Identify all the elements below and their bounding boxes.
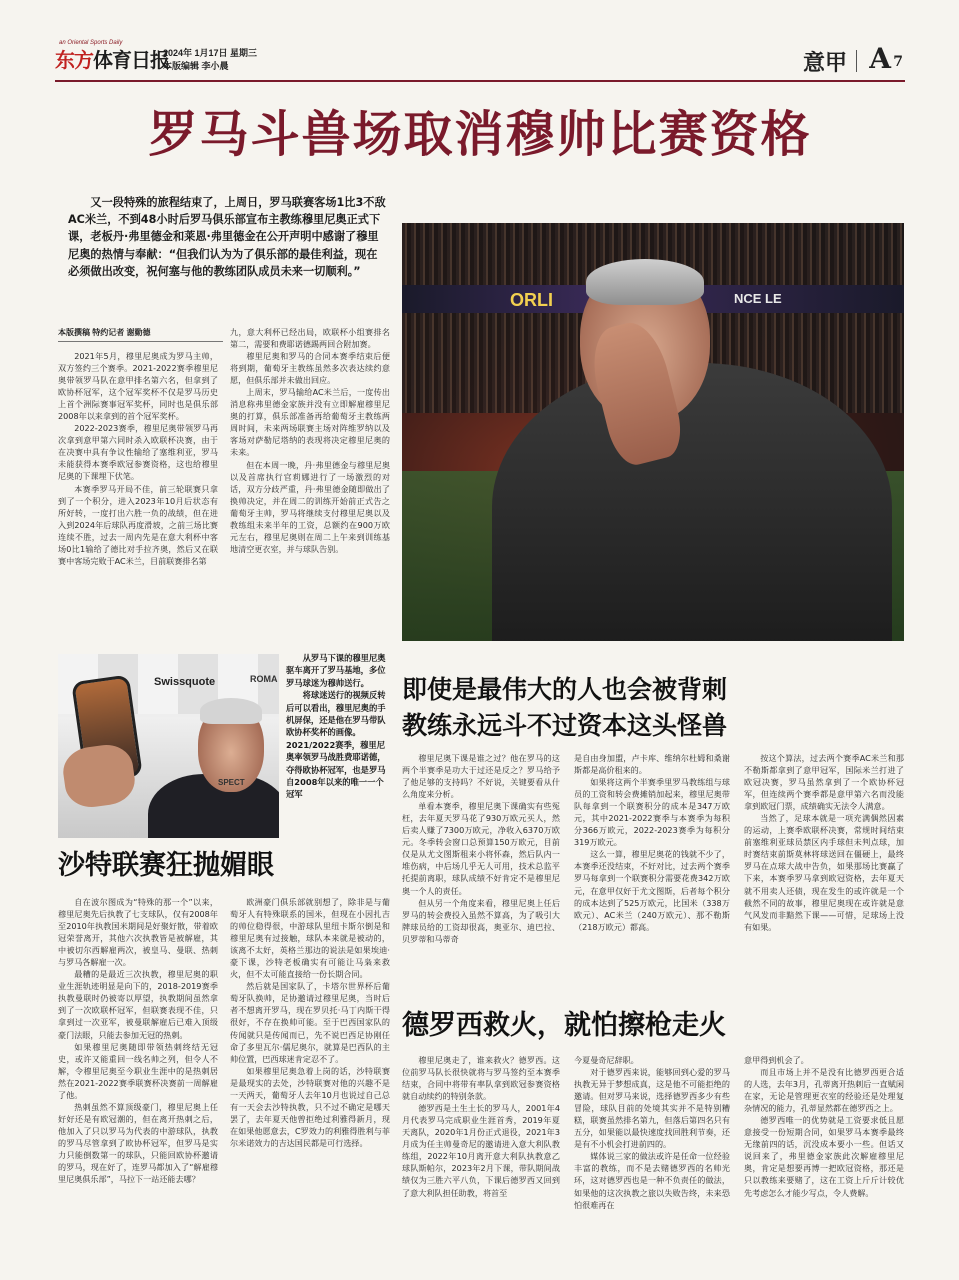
subheading-de-rossi: 德罗西救火，就怕擦枪走火 xyxy=(402,1010,726,1041)
article-column-3 xyxy=(402,752,560,945)
body-paragraph: 媒体说三家的做法或许是任命一位经验丰富的教练，而不是去赌德罗西的名帅光环，这对德罗西也是一种不负责任的做法，如果他的这次执教之旅以失败告终，未来恐怕很难再在 xyxy=(574,1151,730,1210)
body-paragraph: 是自由身加盟，卢卡库、维纳尔杜姆和桑谢斯都是高价租来的。 xyxy=(574,753,730,776)
lead-paragraph: 又一段特殊的旅程结束了，上周日，罗马联赛客场1比3不敌AC米兰，不到48小时后罗马俱乐部宣布主教练穆里尼奥正式下课，老板丹·弗里德金和莱恩·弗里德金在公开声明中感谢了穆里尼奥的热情与奉献：“但我们认为为了俱乐部的最佳利益，现在必须做出改变，祝何塞与他的教练团队成员未来一切顺利。” xyxy=(68,196,386,278)
photo-banner-text-2: NCE LE xyxy=(734,291,782,306)
main-headline: 罗马斗兽场取消穆帅比赛资格 xyxy=(148,105,812,163)
body-paragraph: 自在波尔图成为“特殊的那一个”以来，穆里尼奥先后执教了七支球队，仅有2008年至2010年执教国米期间是好聚好散，带着欧冠荣誉离开，其他六次执教皆是被解雇，其中被切尔西解雇两次，被皇马、曼联、热刺与罗马各解雇一次。 xyxy=(58,897,218,968)
body-paragraph: 但在本周一晚，丹·弗里德金与穆里尼奥以及首席执行官莉娜进行了一场激烈的对话，双方分歧严重，丹·弗里德金随即做出了换帅决定，并在周二的训练开始前正式告之葡萄牙主帅，罗马将继续支付穆里尼奥以及教练组未来半年的工资，总额约在900万欧元左右，穆里尼奥则在周二上午来到训练基地清空更衣室，并与球队告别。 xyxy=(230,459,390,554)
photo-banner-text: ORLI xyxy=(510,290,553,310)
body-paragraph: 最糟的是最近三次执教，穆里尼奥的职业生涯轨迹明显是向下的，2018-2019赛季执教曼联时仍被寄以厚望，执教期间虽然拿到了一次欧联杯冠军，但联赛表现不佳，只拿到过一次亚军，被曼联解雇后已难入顶级豪门法眼，只能去参加无冠的热刺。 xyxy=(58,969,218,1040)
article-column-5 xyxy=(744,752,904,933)
body-paragraph: 这么一算，穆里尼奥花的钱就不少了，本赛季还没结束，不好对比，过去两个赛季罗马每拿到一个联赛积分需要花费342万欧元，在意甲仅好于尤文图斯，后者每个积分的成本达到了525万欧元，比国米（338万欧元）、AC米兰（240万欧元）、那不勒斯（218万欧元）都高。 xyxy=(574,849,730,932)
body-paragraph: 热刺虽然不算顶级豪门，穆里尼奥上任好好还是有欧冠潮的，但在离开热刺之后，他加入了只以罗马为代表的中游球队，执教的罗马尽管拿到了欧协杯冠军，但罗马是实力只能倒数第一的球队，只能回欧协杯邀请的罗马，现在好了，连罗马都加入了“解雇穆里尼奥俱乐部”，马拉下一站还能去哪？ xyxy=(58,1101,218,1185)
photo-coach-body xyxy=(492,363,892,641)
photo-sponsor-text-3: SPECT xyxy=(218,778,245,787)
article-column-4 xyxy=(574,752,730,933)
photo-caption xyxy=(286,652,392,801)
body-paragraph: 意甲得到机会了。 xyxy=(744,1055,809,1065)
body-paragraph: 穆里尼奥走了，谁来救火？德罗西。这位前罗马队长很快就将与罗马签约至本赛季结束，合同中将带有率队拿到欧冠参赛资格就自动续约的特别条款。 xyxy=(402,1055,560,1102)
body-paragraph: 2021年5月，穆里尼奥成为罗马主帅，双方签约三个赛季。2021-2022赛季穆里尼奥带领罗马队在意甲排名第六名，但拿到了欧协杯冠军，这个冠军奖杯不仅是罗马历史上首个洲际赛事冠军奖杯，同时也是俱乐部2008年以来拿到的首个冠军奖杯。 xyxy=(58,351,218,422)
photo-press-conference xyxy=(58,654,279,838)
logo-red-text: 东方 xyxy=(55,48,93,72)
byline: 本版撰稿 特约记者 谢勤德 xyxy=(58,327,223,342)
section-divider xyxy=(856,50,857,72)
body-paragraph: 然后就是国家队了，卡塔尔世界杯后葡萄牙队换帅，足协邀请过穆里尼奥，当时后者不想离开罗马，现在罗贝托·马丁内斯干得很好，不存在换帅可能。至于巴西国家队的传闻就只是传闻而已，先不说巴西足协刚任命了多里瓦尔·儒尼奥尔，就算是巴西队的主帅位置，巴西球迷肯定忍不了。 xyxy=(230,981,390,1064)
subheading-backstab: 即使是最伟大的人也会被背刺 教练永远斗不过资本这头怪兽 xyxy=(402,675,728,740)
body-paragraph: 而且市场上并不是没有比德罗西更合适的人选，去年3月，孔蒂离开热刺后一直赋闲在家，无论是管理更衣室的经验还是处理复杂情况的能力，孔蒂显然都在德罗西之上。 xyxy=(744,1067,904,1114)
article-column-1 xyxy=(58,350,218,567)
body-paragraph: 如果将这两个半赛季里罗马教练组与球员的工资和转会费摊销加起来，穆里尼奥带队每拿到一个联赛积分的成本是347万欧元，其中2021-2022赛季与本赛季为每积分366万欧元，2022-2023赛季为每积分319万欧元。 xyxy=(574,777,730,848)
article-column-6 xyxy=(58,896,218,1185)
page-letter: A xyxy=(869,42,891,75)
article-column-2 xyxy=(230,326,390,555)
article-column-9 xyxy=(574,1054,730,1211)
photo-sponsor-text-2: ROMA xyxy=(250,674,278,684)
caption-paragraph: 从罗马下课的穆里尼奥驱车离开了罗马基地，多位罗马球迷为穆帅送行。 xyxy=(286,653,386,688)
issue-date: 2024年 1月17日 星期三 xyxy=(163,48,258,58)
body-paragraph: 如果穆里尼奥随即带领热刺终结无冠史，或许又能重回一线名帅之列，但令人不解，令穆里尼奥至今职业生涯中的是热刺居然在2021-2022赛季联赛杯决赛前一周解雇了他。 xyxy=(58,1041,218,1100)
photo-hand xyxy=(60,741,138,810)
body-paragraph: 穆里尼奥和罗马的合同本赛季结束后便将到期，葡萄牙主教练虽然多次表达续约意愿，但俱乐部并未做出回应。 xyxy=(230,351,390,386)
body-paragraph: 单看本赛季，穆里尼奥下课确实有些冤枉，去年夏天罗马花了930万欧元买人，然后卖人赚了7300万欧元，净收入6370万欧元。冬季转会窗口总预算150万欧元，目前仅是从尤文图斯租来小将怀森，然后队内一堆伤病，中后场几乎无人可用，技术总监平托提前离职，球队成绩不好肯定不是穆里尼奥一个人的责任。 xyxy=(402,801,560,896)
body-paragraph: 对于德罗西来说，能够回到心爱的罗马执教无异于梦想成真，这是他不可能拒绝的邀请。但对罗马来说，选择德罗西多少有些冒险，球队目前的处境其实并不是特别糟糕，联赛虽然排名第九，但落后第四名只有五分，如果能以最快速度找回胜利节奏，还是有不小机会打进前四的。 xyxy=(574,1067,730,1150)
page-editor: 本版编辑 李小晨 xyxy=(163,61,229,71)
article-column-10 xyxy=(744,1054,904,1199)
newspaper-logo xyxy=(55,44,169,73)
main-photo-crying-coach xyxy=(402,223,904,641)
body-paragraph: 本赛季罗马开局不佳，前三轮联赛只拿到了一个积分，进入2023年10月后状态有所好转，一度打出六胜一负的战绩，但在进入到2024年后球队再度滑坡，之前三场比赛连续不胜，过去一周内先是在意大利杯中客场0比1输给了德比对手拉齐奥，然后又在联赛中客场完败于AC米兰，目前联赛排名第 xyxy=(58,483,218,566)
photo-coach-hair xyxy=(586,259,704,305)
logo-black-text: 体育日报 xyxy=(93,48,169,72)
photo-coach-hair xyxy=(200,698,262,724)
page-number: 7 xyxy=(893,54,903,70)
body-paragraph: 今夏曼奇尼辞职。 xyxy=(574,1055,639,1065)
body-paragraph: 2022-2023赛季，穆里尼奥带领罗马再次拿到意甲第六同时杀入欧联杯决赛，由于在决赛中具有争议性输给了塞维利亚，罗马未能获得本赛季欧冠参赛资格，这也给穆里尼奥的下课埋下伏笔。 xyxy=(58,423,218,482)
body-paragraph: 当然了，足球本就是一项充满偶然因素的运动，上赛季欧联杯决赛，常规时间结束前塞维利亚球员禁区内手球但未判点球，加时赛结束前斯莫林将球送回在僵硬上，最终罗马在点球大战中告负，如果那场比赛赢了下来，本赛季罗马拿到欧冠资格，去年夏天就不用卖人还债，现在发生的或许就是一个截然不同的故事，穆里尼奥现在或许就是意气风发而非黯然下课——可惜，足球场上没有如果。 xyxy=(744,813,904,932)
body-paragraph: 按这个算法，过去两个赛季AC米兰和那不勒斯都拿到了意甲冠军，国际米兰打进了欧冠决赛，罗马虽然拿到了一个欧协杯冠军，但连续两个赛季都是意甲第六名而没能拿到欧冠门票，成绩确实无法令人满意。 xyxy=(744,753,904,812)
masthead xyxy=(55,42,905,82)
section-name: 意甲 xyxy=(802,50,847,76)
body-paragraph: 如果穆里尼奥急着上岗的话，沙特联赛是最现实的去处，沙特联赛对他的兴趣不是一天两天，葡萄牙人去年10月也说过自己总有一天会去沙特执教，只不过不确定是哪天罢了，去年夏天他曾拒绝过利雅得新月，现在如果他愿意去，C罗效力的利雅得胜利与菲尔米诺效力的吉达国民都是可行选择。 xyxy=(230,1065,390,1148)
body-paragraph: 但从另一个角度来看，穆里尼奥上任后罗马的转会费投入虽然不算高，为了吸引大牌球员给的工资却很高，奥亚尔、迪巴拉、贝罗蒂和马蒂奇 xyxy=(402,897,560,944)
body-paragraph: 德罗西是土生土长的罗马人，2001年4月代表罗马完成职业生涯首秀，2019年夏天离队，2020年1月份正式退役，2021年3月成为任主帅曼奇尼的邀请进入意大利队教练组，2022年10月离开意大利队执教意乙球队斯帕尔，2023年2月下课，带队期间战绩仅为三胜六平八负，下课后德罗西又回到了意大利队担任助教，将首至 xyxy=(402,1103,560,1198)
article-column-8 xyxy=(402,1054,560,1199)
dateline xyxy=(163,47,257,73)
body-paragraph: 德罗西唯一的优势就是工资要求低且愿意接受一份短期合同，如果罗马本赛季最终无缘前四的话，沉没成本要小一些。但话又说回来了，弗里德金家族此次解雇穆里尼奥，肯定是想要再博一把欧冠资格，那还是只以教练来要赌了，这在工资上斤斤计较优先考虑怎么才能少写点，令人费解。 xyxy=(744,1115,904,1198)
photo-sponsor-text: Swissquote xyxy=(154,676,216,688)
article-column-7 xyxy=(230,896,390,1149)
body-paragraph: 穆里尼奥下课是谁之过？他在罗马的这两个半赛季是功大于过还是反之？罗马给予了他足够的支持吗？不好说，关键要看从什么角度来分析。 xyxy=(402,753,560,800)
caption-paragraph: 将球迷送行的视频反转后可以看出，穆里尼奥的手机屏保，还是他在罗马带队欧协杯奖杯的画像。2021/2022赛季，穆里尼奥率领罗马战胜费耶诺德，夺得欧协杯冠军，也是罗马自2008年以来的唯一一个冠军 xyxy=(286,690,386,800)
body-paragraph: 上周末，罗马输给AC米兰后，一度传出消息称弗里德金家族并没有立即解雇穆里尼奥的打算，俱乐部准备再给葡萄牙主教练两周时间，未来两场联赛主场对阵维罗纳以及客场对萨勒尼塔纳的表现将决定穆里尼奥的未来。 xyxy=(230,387,390,458)
subheading-saudi-league: 沙特联赛狂抛媚眼 xyxy=(58,850,274,881)
body-paragraph: 九，意大利杯已经出局，欧联杯小组赛排名第二，需要和费耶诺德踢两回合附加赛。 xyxy=(230,327,390,350)
body-paragraph: 欧洲豪门俱乐部就别想了，除非是与葡萄牙人有特殊联系的国米，但现在小因扎吉的帅位稳得很，中游球队里纽卡斯尔倒是和穆里尼奥有过接触，球队本来就是被动的，该离不太好，英格兰那边的说法是如果埃迪·豪下课，沙特老板确实有可能让马枭来救火，但不太可能直接给一份长期合同。 xyxy=(230,897,390,980)
logo-subtitle: an Oriental Sports Daily xyxy=(59,40,123,46)
